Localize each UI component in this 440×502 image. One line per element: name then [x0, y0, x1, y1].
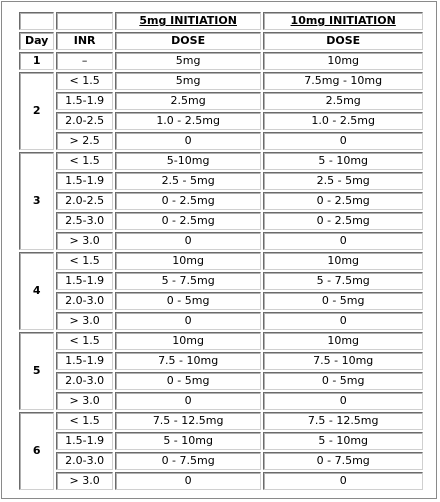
table-row: [19, 372, 423, 390]
dose-10mg-cell: 5 - 10mg: [263, 432, 423, 450]
dose-10mg-cell: 0: [263, 232, 423, 250]
inr-cell: < 1.5: [56, 72, 113, 90]
column-header-inr: INR: [56, 32, 113, 50]
day-cell: 5: [19, 332, 54, 410]
header-5mg-initiation: 5mg INITIATION: [115, 12, 261, 30]
table-row: [19, 72, 423, 90]
table-row: [19, 332, 423, 350]
inr-cell: 1.5-1.9: [56, 172, 113, 190]
dose-10mg-cell: 5 - 7.5mg: [263, 272, 423, 290]
inr-cell: 2.0-3.0: [56, 372, 113, 390]
inr-cell: > 3.0: [56, 312, 113, 330]
inr-cell: 2.0-3.0: [56, 452, 113, 470]
blank-corner-cell: [56, 12, 113, 30]
table-row: [19, 252, 423, 270]
blank-corner-cell: [19, 12, 54, 30]
table-row: [19, 452, 423, 470]
dose-10mg-cell: 10mg: [263, 52, 423, 70]
dose-10mg-cell: 7.5 - 10mg: [263, 352, 423, 370]
day-cell: 4: [19, 252, 54, 330]
dose-5mg-cell: 0: [115, 132, 261, 150]
table-row: [19, 232, 423, 250]
day-cell: 6: [19, 412, 54, 490]
dose-5mg-cell: 7.5 - 10mg: [115, 352, 261, 370]
day-cell: 1: [19, 52, 54, 70]
table-row: [19, 392, 423, 410]
inr-cell: < 1.5: [56, 332, 113, 350]
dose-5mg-cell: 5 - 10mg: [115, 432, 261, 450]
dose-5mg-cell: 0: [115, 312, 261, 330]
table-row: [19, 212, 423, 230]
inr-cell: < 1.5: [56, 152, 113, 170]
dose-10mg-cell: 5 - 10mg: [263, 152, 423, 170]
inr-cell: 2.5-3.0: [56, 212, 113, 230]
dose-5mg-cell: 10mg: [115, 332, 261, 350]
dosing-table: [17, 10, 425, 492]
dose-10mg-cell: 7.5 - 12.5mg: [263, 412, 423, 430]
dose-10mg-cell: 0 - 2.5mg: [263, 212, 423, 230]
day-cell: 3: [19, 152, 54, 250]
table-row: [19, 352, 423, 370]
table-row: [19, 292, 423, 310]
table-row: [19, 192, 423, 210]
column-header-dose-5mg: DOSE: [115, 32, 261, 50]
table-row: [19, 132, 423, 150]
dose-5mg-cell: 2.5mg: [115, 92, 261, 110]
dose-5mg-cell: 0 - 2.5mg: [115, 192, 261, 210]
dose-10mg-cell: 0 - 5mg: [263, 292, 423, 310]
dosing-table-body: [19, 12, 423, 490]
dose-10mg-cell: 0: [263, 472, 423, 490]
inr-cell: 2.0-2.5: [56, 112, 113, 130]
inr-cell: > 3.0: [56, 392, 113, 410]
dose-5mg-cell: 5-10mg: [115, 152, 261, 170]
inr-cell: 1.5-1.9: [56, 272, 113, 290]
dose-10mg-cell: 0 - 5mg: [263, 372, 423, 390]
dose-5mg-cell: 2.5 - 5mg: [115, 172, 261, 190]
header-10mg-initiation: 10mg INITIATION: [263, 12, 423, 30]
inr-cell: > 3.0: [56, 472, 113, 490]
inr-cell: > 3.0: [56, 232, 113, 250]
table-row: [19, 92, 423, 110]
dose-5mg-cell: 0: [115, 472, 261, 490]
inr-cell: 2.0-2.5: [56, 192, 113, 210]
dose-5mg-cell: 1.0 - 2.5mg: [115, 112, 261, 130]
inr-cell: 2.0-3.0: [56, 292, 113, 310]
table-row: [19, 472, 423, 490]
dose-10mg-cell: 2.5 - 5mg: [263, 172, 423, 190]
inr-cell: 1.5-1.9: [56, 432, 113, 450]
inr-cell: 1.5-1.9: [56, 352, 113, 370]
dose-5mg-cell: 10mg: [115, 252, 261, 270]
column-header-dose-10mg: DOSE: [263, 32, 423, 50]
table-row: [19, 152, 423, 170]
table-row: [19, 272, 423, 290]
column-header-day: Day: [19, 32, 54, 50]
dose-5mg-cell: 5mg: [115, 72, 261, 90]
inr-cell: < 1.5: [56, 412, 113, 430]
inr-cell: 1.5-1.9: [56, 92, 113, 110]
inr-cell: < 1.5: [56, 252, 113, 270]
table-row: [19, 412, 423, 430]
table-row: [19, 432, 423, 450]
table-row: [19, 172, 423, 190]
dose-5mg-cell: 0 - 5mg: [115, 372, 261, 390]
dose-10mg-cell: 1.0 - 2.5mg: [263, 112, 423, 130]
dose-5mg-cell: 0: [115, 392, 261, 410]
table-row: [19, 52, 423, 70]
dose-10mg-cell: 0 - 2.5mg: [263, 192, 423, 210]
dose-5mg-cell: 0: [115, 232, 261, 250]
dose-10mg-cell: 0: [263, 312, 423, 330]
dose-10mg-cell: 10mg: [263, 252, 423, 270]
dose-10mg-cell: 10mg: [263, 332, 423, 350]
inr-cell: > 2.5: [56, 132, 113, 150]
title-row: [19, 12, 423, 30]
dose-5mg-cell: 0 - 2.5mg: [115, 212, 261, 230]
dose-5mg-cell: 0 - 7.5mg: [115, 452, 261, 470]
inr-cell: –: [56, 52, 113, 70]
dose-10mg-cell: 0: [263, 392, 423, 410]
dose-10mg-cell: 0: [263, 132, 423, 150]
table-row: [19, 112, 423, 130]
day-cell: 2: [19, 72, 54, 150]
column-header-row: [19, 32, 423, 50]
dose-10mg-cell: 7.5mg - 10mg: [263, 72, 423, 90]
dose-10mg-cell: 2.5mg: [263, 92, 423, 110]
dose-5mg-cell: 5mg: [115, 52, 261, 70]
dose-5mg-cell: 7.5 - 12.5mg: [115, 412, 261, 430]
table-row: [19, 312, 423, 330]
dose-10mg-cell: 0 - 7.5mg: [263, 452, 423, 470]
dose-5mg-cell: 0 - 5mg: [115, 292, 261, 310]
dose-5mg-cell: 5 - 7.5mg: [115, 272, 261, 290]
